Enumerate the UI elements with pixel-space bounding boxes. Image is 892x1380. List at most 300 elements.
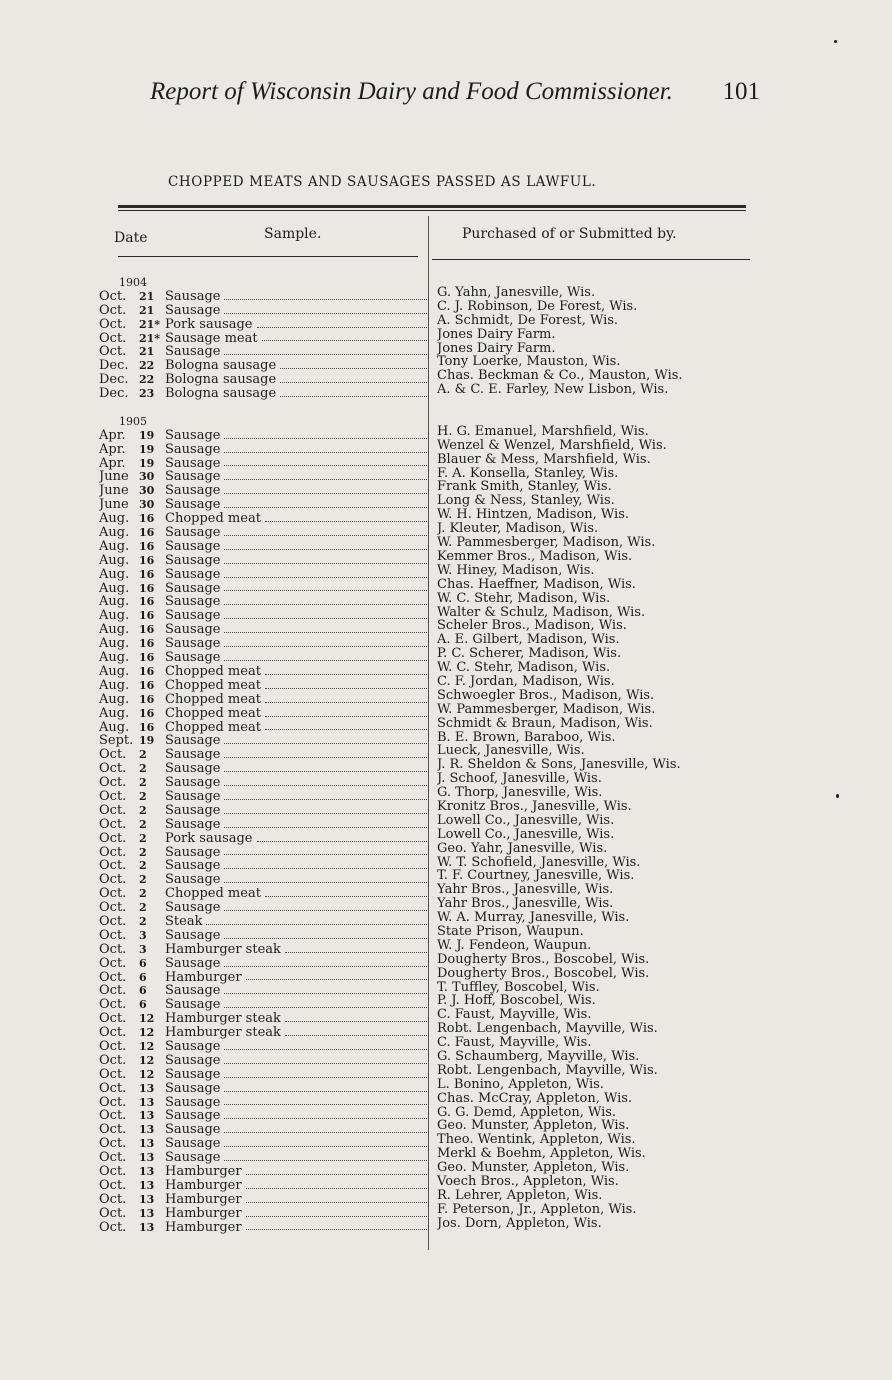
row-day: 6	[139, 998, 147, 1012]
leader-dots	[224, 290, 427, 300]
row-day: 19	[139, 442, 155, 456]
table-row	[99, 1012, 429, 1026]
row-day: 13	[139, 1081, 155, 1095]
row-day: 3	[139, 928, 147, 942]
leader-dots	[224, 929, 427, 939]
row-source: G. Schaumberg, Mayville, Wis.	[437, 1050, 640, 1064]
table-row	[99, 1193, 429, 1207]
row-sample: Sausage	[165, 303, 221, 318]
row-day: 12	[139, 1026, 155, 1040]
row-sample: Pork sausage	[165, 831, 253, 846]
table-row	[99, 359, 429, 373]
row-day: 2	[139, 789, 147, 803]
row-day: 22	[139, 359, 155, 373]
row-day: 16	[139, 581, 155, 595]
row-source: W. Hiney, Madison, Wis.	[437, 563, 595, 578]
row-sample: Sausage	[165, 470, 221, 485]
table-row	[99, 721, 429, 735]
row-source: Jones Dairy Farm.	[437, 327, 556, 342]
row-month: June	[99, 484, 129, 499]
table-row	[99, 1123, 429, 1137]
row-day: 30	[139, 470, 155, 484]
row-month: Oct.	[99, 873, 127, 888]
row-day: 13	[139, 1095, 155, 1109]
table-row	[99, 512, 429, 526]
row-day: 12	[139, 1012, 155, 1026]
row-sample: Pork sausage	[165, 317, 253, 332]
row-day: 19	[139, 734, 155, 748]
row-month: Oct.	[99, 776, 127, 790]
row-source: Jones Dairy Farm.	[437, 341, 556, 356]
table-row	[99, 790, 429, 804]
row-month: Oct.	[99, 1220, 127, 1235]
row-day: 13	[139, 1137, 155, 1151]
row-month: Oct.	[99, 789, 127, 804]
row-sample: Hamburger	[165, 1192, 242, 1207]
row-source: Scheler Bros., Madison, Wis.	[437, 619, 627, 634]
table-row	[99, 595, 429, 609]
table-row	[99, 665, 429, 679]
row-day: 19	[139, 428, 155, 442]
row-sample: Sausage	[165, 901, 221, 915]
row-sample: Sausage	[165, 456, 221, 471]
row-source: T. F. Courtney, Janesville, Wis.	[437, 869, 635, 884]
table-row	[99, 1179, 429, 1193]
row-month: Oct.	[99, 317, 127, 332]
row-sample: Sausage	[165, 651, 221, 665]
row-sample: Sausage	[165, 998, 221, 1013]
row-source: Geo. Yahr, Janesville, Wis.	[437, 841, 608, 856]
row-day: 2	[139, 859, 147, 873]
table-row	[99, 332, 429, 346]
row-sample: Sausage	[165, 1137, 221, 1152]
row-source: C. J. Robinson, De Forest, Wis.	[437, 299, 638, 314]
row-day: 2	[139, 776, 147, 790]
table-row	[99, 582, 429, 596]
margin-speck	[836, 794, 839, 798]
table-row	[99, 846, 429, 860]
leader-dots	[224, 790, 427, 800]
leader-dots	[246, 1193, 427, 1203]
table-row	[99, 637, 429, 651]
row-sample: Sausage	[165, 734, 221, 749]
leader-dots	[257, 832, 427, 842]
leader-dots	[262, 332, 427, 342]
group-gap	[437, 397, 767, 425]
leader-dots	[224, 1040, 427, 1050]
row-month: Oct.	[99, 1165, 127, 1179]
row-sample: Chopped meat	[165, 720, 261, 735]
row-day: 2	[139, 831, 147, 845]
leader-dots	[224, 762, 427, 772]
leader-dots	[246, 1179, 427, 1189]
row-source: A. Schmidt, De Forest, Wis.	[437, 313, 619, 328]
table-row	[99, 1221, 429, 1235]
row-day: 13	[139, 1220, 155, 1234]
row-source: C. F. Jordan, Madison, Wis.	[437, 674, 615, 689]
row-source: A. E. Gilbert, Madison, Wis.	[437, 633, 620, 648]
row-day: 22	[139, 373, 155, 387]
leader-dots	[224, 1123, 427, 1133]
table-row	[99, 1040, 429, 1054]
row-month: Aug.	[99, 539, 130, 554]
row-month: Oct.	[99, 956, 127, 971]
leader-dots	[224, 998, 427, 1008]
table-row	[99, 859, 429, 873]
row-source: T. Tuffley, Boscobel, Wis.	[437, 980, 600, 995]
table-row	[99, 609, 429, 623]
row-source: J. Kleuter, Madison, Wis.	[437, 522, 599, 537]
leader-dots	[246, 1207, 427, 1217]
row-month: Aug.	[99, 595, 130, 610]
leader-dots	[224, 804, 427, 814]
row-source: Frank Smith, Stanley, Wis.	[437, 480, 612, 495]
row-sample: Sausage	[165, 1081, 221, 1096]
table-row	[99, 887, 429, 901]
year-heading: 1905	[119, 414, 147, 428]
leader-dots	[265, 721, 427, 731]
row-month: Oct.	[99, 1012, 127, 1027]
leader-dots	[265, 679, 427, 689]
row-day: 12	[139, 1053, 155, 1067]
row-month: Aug.	[99, 637, 130, 652]
row-day: 16	[139, 553, 155, 567]
row-sample: Sausage	[165, 928, 221, 943]
row-source: J. R. Sheldon & Sons, Janesville, Wis.	[437, 758, 681, 773]
row-sample: Sausage	[165, 789, 221, 804]
leader-dots	[224, 1109, 427, 1119]
row-month: June	[99, 498, 129, 513]
row-day: 16	[139, 512, 155, 526]
row-day: 2	[139, 901, 147, 915]
row-sample: Hamburger steak	[165, 1012, 281, 1027]
row-month: Oct.	[99, 1026, 127, 1040]
row-sample: Sausage	[165, 345, 221, 360]
table-row	[99, 568, 429, 582]
row-sample: Hamburger steak	[165, 1026, 281, 1040]
row-month: Dec.	[99, 359, 129, 374]
row-source: G. Thorp, Janesville, Wis.	[437, 786, 603, 800]
row-sample: Bologna sausage	[165, 387, 277, 402]
table-row	[99, 776, 429, 790]
row-source: P. C. Scherer, Madison, Wis.	[437, 647, 622, 662]
row-day: 2	[139, 845, 147, 859]
row-month: Oct.	[99, 1151, 127, 1165]
row-month: Oct.	[99, 289, 127, 304]
header-date: Date	[114, 230, 148, 246]
row-month: Oct.	[99, 901, 127, 915]
table-title: CHOPPED MEATS AND SAUSAGES PASSED AS LAWFUL.	[168, 174, 597, 190]
table-row	[99, 901, 429, 915]
top-rule-thin	[118, 210, 746, 211]
table-row	[99, 1096, 429, 1110]
row-source: Yahr Bros., Janesville, Wis.	[437, 883, 614, 898]
row-day: 16	[139, 623, 155, 637]
table-row	[99, 957, 429, 971]
row-month: Aug.	[99, 692, 130, 707]
table-row	[99, 526, 429, 540]
row-month: Oct.	[99, 845, 127, 860]
table-row	[99, 470, 429, 484]
row-month: Aug.	[99, 581, 130, 596]
row-sample: Sausage	[165, 498, 221, 513]
row-month: Oct.	[99, 942, 127, 957]
row-day: 2	[139, 887, 147, 901]
row-day: 30	[139, 484, 155, 498]
row-sample: Sausage	[165, 1109, 221, 1124]
row-day: 16	[139, 567, 155, 581]
row-day: 13	[139, 1165, 155, 1178]
row-source: W. C. Stehr, Madison, Wis.	[437, 661, 611, 675]
row-month: Oct.	[99, 1109, 127, 1124]
leader-dots	[265, 665, 427, 675]
row-day: 12	[139, 1039, 155, 1053]
row-sample: Sausage	[165, 803, 221, 818]
table-row	[99, 387, 429, 401]
row-day: 2	[139, 803, 147, 817]
row-day: 16	[139, 637, 155, 651]
leader-dots	[224, 957, 427, 967]
row-sample: Sausage	[165, 623, 221, 638]
row-month: Oct.	[99, 887, 127, 902]
leader-dots	[285, 1012, 427, 1022]
row-sample: Sausage	[165, 442, 221, 457]
row-sample: Hamburger steak	[165, 942, 281, 957]
row-sample: Sausage	[165, 845, 221, 860]
row-month: Oct.	[99, 817, 127, 832]
table-row	[99, 873, 429, 887]
row-sample: Sausage meat	[165, 331, 258, 346]
row-source: B. E. Brown, Baraboo, Wis.	[437, 730, 616, 745]
leader-dots	[224, 484, 427, 494]
row-sample: Sausage	[165, 776, 221, 790]
leader-dots	[285, 1026, 427, 1036]
row-source: Dougherty Bros., Boscobel, Wis.	[437, 966, 650, 981]
row-day: 16	[139, 720, 155, 734]
leader-dots	[285, 943, 427, 953]
row-month: Apr.	[99, 428, 126, 443]
row-day: 6	[139, 984, 147, 998]
table-row	[99, 804, 429, 818]
row-month: Sept.	[99, 734, 134, 749]
row-day: 6	[139, 970, 147, 984]
row-sample: Sausage	[165, 637, 221, 652]
row-month: Oct.	[99, 1067, 127, 1082]
leader-dots	[224, 1137, 427, 1147]
leader-dots	[224, 443, 427, 453]
row-day: 13	[139, 1109, 155, 1123]
table-row	[99, 818, 429, 832]
table-row	[99, 484, 429, 498]
row-source: Jos. Dorn, Appleton, Wis.	[437, 1216, 602, 1231]
row-source: G. Yahn, Janesville, Wis.	[437, 286, 596, 300]
leader-dots	[224, 873, 427, 883]
table-row	[99, 971, 429, 985]
leader-dots	[224, 595, 427, 605]
leader-dots	[265, 512, 427, 522]
table-row	[99, 762, 429, 776]
table-row	[99, 679, 429, 693]
row-month: Oct.	[99, 303, 127, 318]
row-sample: Sausage	[165, 1039, 221, 1054]
row-source: W. Pammesberger, Madison, Wis.	[437, 702, 656, 717]
row-month: Oct.	[99, 1081, 127, 1096]
table-row	[99, 318, 429, 332]
row-month: Oct.	[99, 1192, 127, 1207]
running-head-title: Report of Wisconsin Dairy and Food Commissioner.	[150, 78, 673, 105]
row-source: Long & Ness, Stanley, Wis.	[437, 494, 615, 509]
row-sample: Sausage	[165, 817, 221, 832]
row-source: Theo. Wentink, Appleton, Wis.	[437, 1133, 636, 1148]
leader-dots	[224, 609, 427, 619]
row-sample: Bologna sausage	[165, 359, 277, 374]
table-row	[99, 748, 429, 762]
table-row	[99, 1054, 429, 1068]
table-row	[99, 554, 429, 568]
row-day: 2	[139, 817, 147, 831]
header-purchased: Purchased of or Submitted by.	[462, 226, 677, 242]
row-day: 13	[139, 1123, 155, 1137]
row-sample: Sausage	[165, 484, 221, 499]
table-row	[99, 929, 429, 943]
row-source: C. Faust, Mayville, Wis.	[437, 1008, 592, 1023]
row-day: 13	[139, 1192, 155, 1206]
row-source: F. A. Konsella, Stanley, Wis.	[437, 466, 619, 481]
row-day: 13	[139, 1178, 155, 1192]
leader-dots	[280, 387, 427, 397]
row-source: Geo. Munster, Appleton, Wis.	[437, 1161, 630, 1176]
leader-dots	[224, 846, 427, 856]
table-row	[99, 623, 429, 637]
row-day: 2	[139, 762, 147, 776]
row-month: Apr.	[99, 456, 126, 471]
top-rule-thick	[118, 205, 746, 208]
row-day: 12	[139, 1067, 155, 1081]
year-heading: 1904	[119, 276, 147, 289]
row-sample: Hamburger	[165, 970, 242, 985]
row-sample: Sausage	[165, 956, 221, 971]
row-day: 21*	[139, 317, 161, 331]
leader-dots	[224, 1068, 427, 1078]
row-sample: Hamburger	[165, 1165, 242, 1179]
row-sample: Sausage	[165, 1053, 221, 1068]
table-row	[99, 1165, 429, 1179]
row-day: 2	[139, 748, 147, 762]
row-source: Voech Bros., Appleton, Wis.	[437, 1175, 619, 1189]
leader-dots	[224, 470, 427, 480]
row-month: Aug.	[99, 512, 130, 527]
row-day: 16	[139, 651, 155, 665]
row-sample: Chopped meat	[165, 512, 261, 527]
row-source: Lueck, Janesville, Wis.	[437, 744, 585, 759]
table-row	[99, 915, 429, 929]
row-month: Oct.	[99, 1137, 127, 1152]
row-source: P. J. Hoff, Boscobel, Wis.	[437, 994, 596, 1009]
row-month: Dec.	[99, 373, 129, 388]
row-sample: Sausage	[165, 567, 221, 582]
row-sample: Sausage	[165, 289, 221, 304]
row-source: Schmidt & Braun, Madison, Wis.	[437, 716, 653, 731]
row-day: 19	[139, 456, 155, 470]
row-source: Robt. Lengenbach, Mayville, Wis.	[437, 1063, 658, 1078]
leader-dots	[224, 901, 427, 911]
row-day: 2	[139, 873, 147, 887]
row-source: W. J. Fendeon, Waupun.	[437, 938, 592, 953]
leader-dots	[224, 1054, 427, 1064]
row-source: Chas. Haeffner, Madison, Wis.	[437, 577, 636, 592]
row-month: Oct.	[99, 914, 127, 929]
running-head	[150, 78, 760, 106]
row-source: Walter & Schulz, Madison, Wis.	[437, 605, 646, 620]
leader-dots	[246, 1165, 427, 1175]
row-source: Kronitz Bros., Janesville, Wis.	[437, 799, 632, 814]
row-sample: Sausage	[165, 428, 221, 443]
row-month: Oct.	[99, 1095, 127, 1110]
row-source: W. C. Stehr, Madison, Wis.	[437, 591, 611, 606]
row-day: 13	[139, 1206, 155, 1220]
leader-dots	[224, 498, 427, 508]
table-row	[99, 1137, 429, 1151]
row-month: Oct.	[99, 331, 127, 346]
row-source: G. G. Demd, Appleton, Wis.	[437, 1105, 617, 1120]
row-day: 16	[139, 539, 155, 553]
leader-dots	[224, 554, 427, 564]
row-day: 16	[139, 692, 155, 706]
leader-dots	[224, 651, 427, 661]
row-day: 21	[139, 303, 155, 317]
leader-dots	[224, 748, 427, 758]
table-row	[99, 1068, 429, 1082]
row-month: Aug.	[99, 609, 130, 624]
row-month: Oct.	[99, 345, 127, 360]
leader-dots	[265, 887, 427, 897]
table-row	[99, 540, 429, 554]
leader-dots	[224, 859, 427, 869]
row-day: 21	[139, 345, 155, 359]
table-row	[99, 429, 429, 443]
row-month: Aug.	[99, 720, 130, 735]
row-day: 21	[139, 289, 155, 303]
row-sample: Sausage	[165, 1067, 221, 1082]
leader-dots	[265, 693, 427, 703]
row-month: Oct.	[99, 1123, 127, 1138]
table-row	[99, 443, 429, 457]
row-day: 16	[139, 706, 155, 720]
table-row	[99, 1082, 429, 1096]
row-source: W. Pammesberger, Madison, Wis.	[437, 536, 656, 550]
leader-dots	[257, 318, 427, 328]
row-month: Aug.	[99, 623, 130, 638]
row-sample: Sausage	[165, 748, 221, 763]
row-sample: Sausage	[165, 1151, 221, 1165]
row-sample: Hamburger	[165, 1178, 242, 1193]
table-row	[99, 734, 429, 748]
leader-dots	[206, 915, 427, 925]
row-month: Oct.	[99, 1039, 127, 1054]
row-sample: Sausage	[165, 873, 221, 888]
row-source: J. Schoof, Janesville, Wis.	[437, 772, 602, 787]
table-row	[99, 832, 429, 846]
row-source: A. & C. E. Farley, New Lisbon, Wis.	[437, 383, 669, 398]
table-row	[99, 290, 429, 304]
row-month: Oct.	[99, 803, 127, 818]
row-sample: Steak	[165, 914, 203, 929]
leader-dots	[246, 971, 427, 981]
row-sample: Hamburger	[165, 1206, 242, 1221]
table-row	[99, 1026, 429, 1040]
row-source: State Prison, Waupun.	[437, 924, 584, 939]
row-sample: Chopped meat	[165, 678, 261, 693]
